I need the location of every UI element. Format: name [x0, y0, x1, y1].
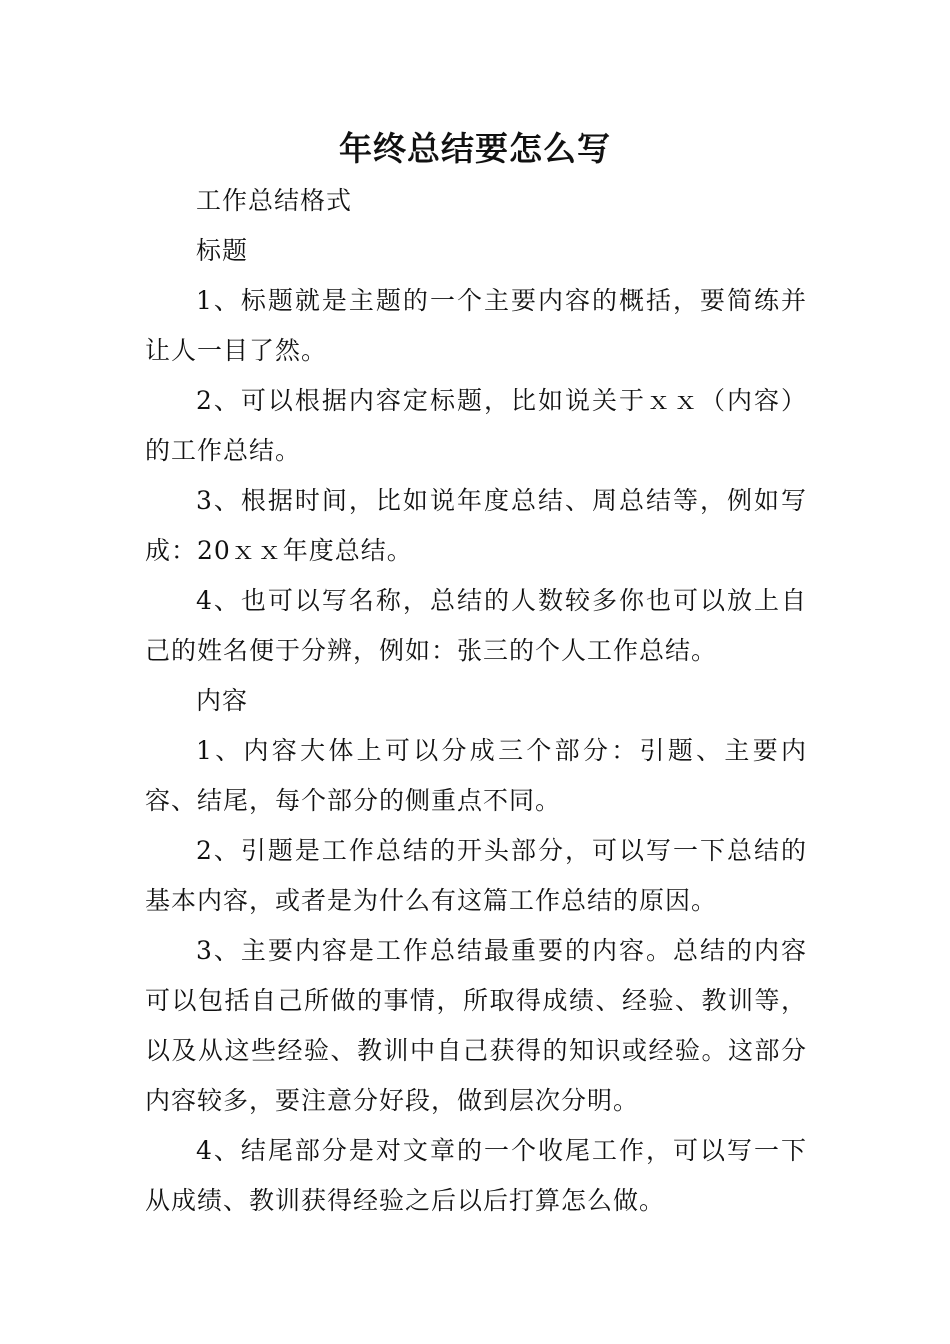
paragraph-title-heading: 标题	[196, 236, 249, 265]
paragraph-title-point-2: 2、可以根据内容定标题，比如说关于ｘｘ（内容）的工作总结。	[145, 386, 807, 465]
document-title: 年终总结要怎么写	[339, 129, 611, 168]
paragraph-content-heading: 内容	[196, 686, 249, 715]
paragraph-content-point-1: 1、内容大体上可以分成三个部分：引题、主要内容、结尾，每个部分的侧重点不同。	[145, 736, 807, 815]
paragraph-content-point-3: 3、主要内容是工作总结最重要的内容。总结的内容可以包括自己所做的事情，所取得成绩、经验、教训等，以及从这些经验、教训中自己获得的知识或经验。这部分内容较多，要注意分好段，做到层次分明。	[145, 936, 807, 1115]
paragraph-content-point-2: 2、引题是工作总结的开头部分，可以写一下总结的基本内容，或者是为什么有这篇工作总结的原因。	[145, 836, 807, 915]
paragraph-format-heading: 工作总结格式	[196, 186, 353, 215]
paragraph-content-point-4: 4、结尾部分是对文章的一个收尾工作，可以写一下从成绩、教训获得经验之后以后打算怎么做。	[145, 1136, 807, 1215]
document-body	[145, 176, 807, 1226]
paragraph-title-point-4: 4、也可以写名称，总结的人数较多你也可以放上自己的姓名便于分辨，例如：张三的个人工作总结。	[145, 586, 807, 665]
paragraph-title-point-3: 3、根据时间，比如说年度总结、周总结等，例如写成：20ｘｘ年度总结。	[145, 486, 807, 565]
paragraph-title-point-1: 1、标题就是主题的一个主要内容的概括，要简练并让人一目了然。	[145, 286, 807, 365]
